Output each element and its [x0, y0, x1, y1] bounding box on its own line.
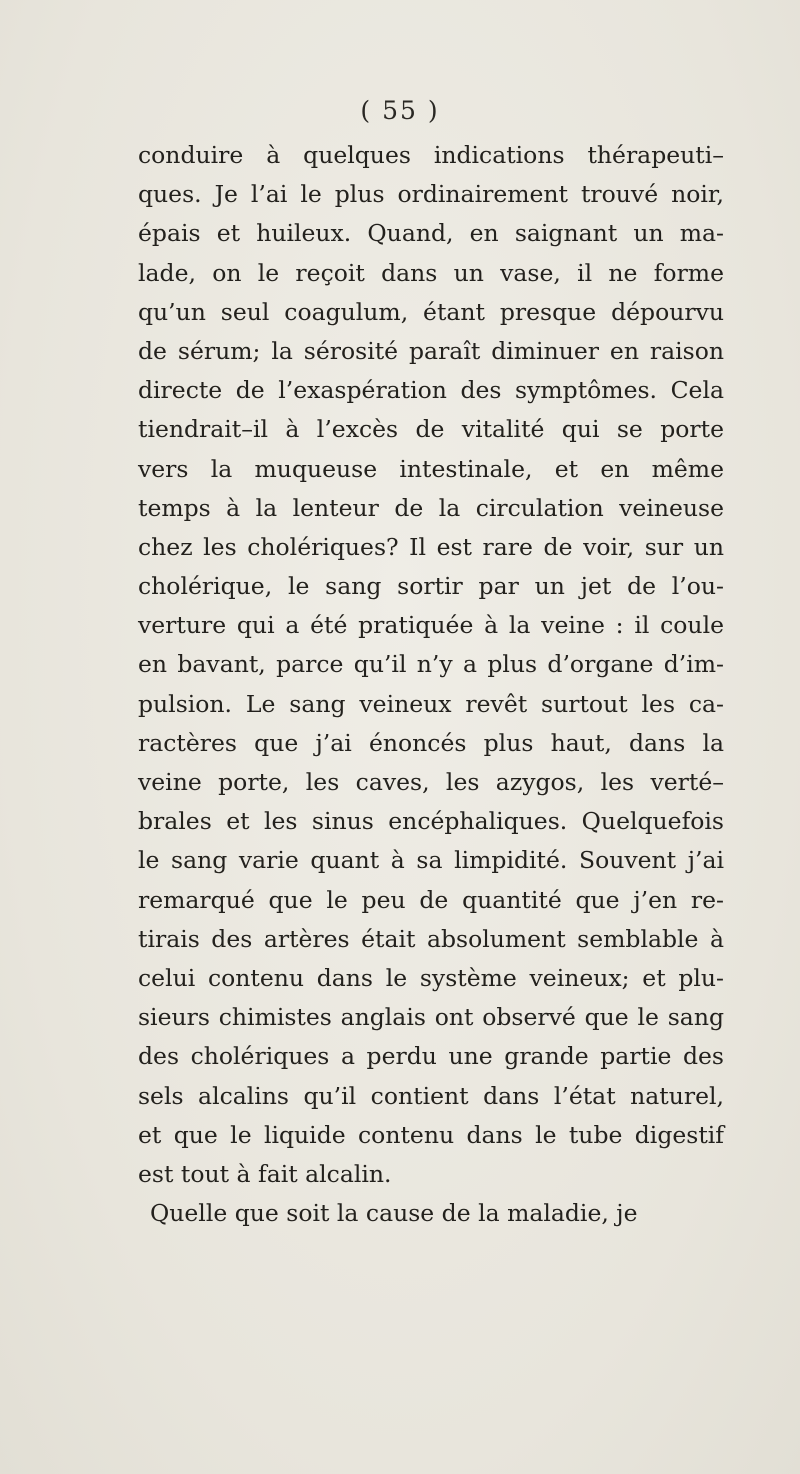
text-line: sieurs chimistes anglais ont observé que le sang	[138, 1003, 724, 1032]
text-line: Quelle que soit la cause de la maladie, je	[150, 1199, 638, 1228]
text-line: de sérum; la sérosité paraît diminuer en raison	[138, 336, 724, 365]
text-line: brales et les sinus encéphaliques. Quelquefois	[138, 807, 724, 836]
text-line: est tout à fait alcalin.	[138, 1159, 392, 1188]
text-line: celui contenu dans le système veineux; et plu-	[138, 963, 724, 992]
text-line: lade, on le reçoit dans un vase, il ne forme	[138, 258, 724, 287]
text-line: pulsion. Le sang veineux revêt surtout les ca-	[138, 689, 724, 718]
text-line: le sang varie quant à sa limpidité. Souvent j’ai	[138, 846, 724, 875]
body-text	[138, 136, 724, 1233]
text-line: cholérique, le sang sortir par un jet de l’ou-	[138, 572, 724, 601]
text-line: et que le liquide contenu dans le tube digestif	[138, 1120, 724, 1149]
text-line: épais et huileux. Quand, en saignant un ma-	[138, 219, 724, 248]
text-line: verture qui a été pratiquée à la veine : il coule	[138, 611, 724, 640]
text-line: ques. Je l’ai le plus ordinairement trouvé noir,	[138, 180, 724, 209]
text-line: temps à la lenteur de la circulation veineuse	[138, 493, 724, 522]
text-line: sels alcalins qu’il contient dans l’état naturel,	[138, 1081, 724, 1110]
text-line: vers la muqueuse intestinale, et en même	[138, 454, 724, 483]
text-line: qu’un seul coagulum, étant presque dépourvu	[138, 297, 724, 326]
text-line: tiendrait–il à l’excès de vitalité qui se porte	[138, 415, 724, 444]
text-line: remarqué que le peu de quantité que j’en re-	[138, 885, 724, 914]
text-line: chez les cholériques? Il est rare de voir, sur un	[138, 532, 724, 561]
text-line: directe de l’exaspération des symptômes. Cela	[138, 376, 724, 405]
text-line: conduire à quelques indications thérapeuti–	[138, 141, 724, 169]
text-line: ractères que j’ai énoncés plus haut, dans la	[138, 728, 724, 757]
text-line: des cholériques a perdu une grande partie des	[138, 1042, 724, 1071]
text-line: en bavant, parce qu’il n’y a plus d’organe d’im-	[138, 650, 724, 679]
text-line: veine porte, les caves, les azygos, les verté–	[138, 768, 724, 796]
text-line: tirais des artères était absolument semblable à	[138, 924, 724, 953]
page-number: ( 55 )	[360, 96, 440, 125]
